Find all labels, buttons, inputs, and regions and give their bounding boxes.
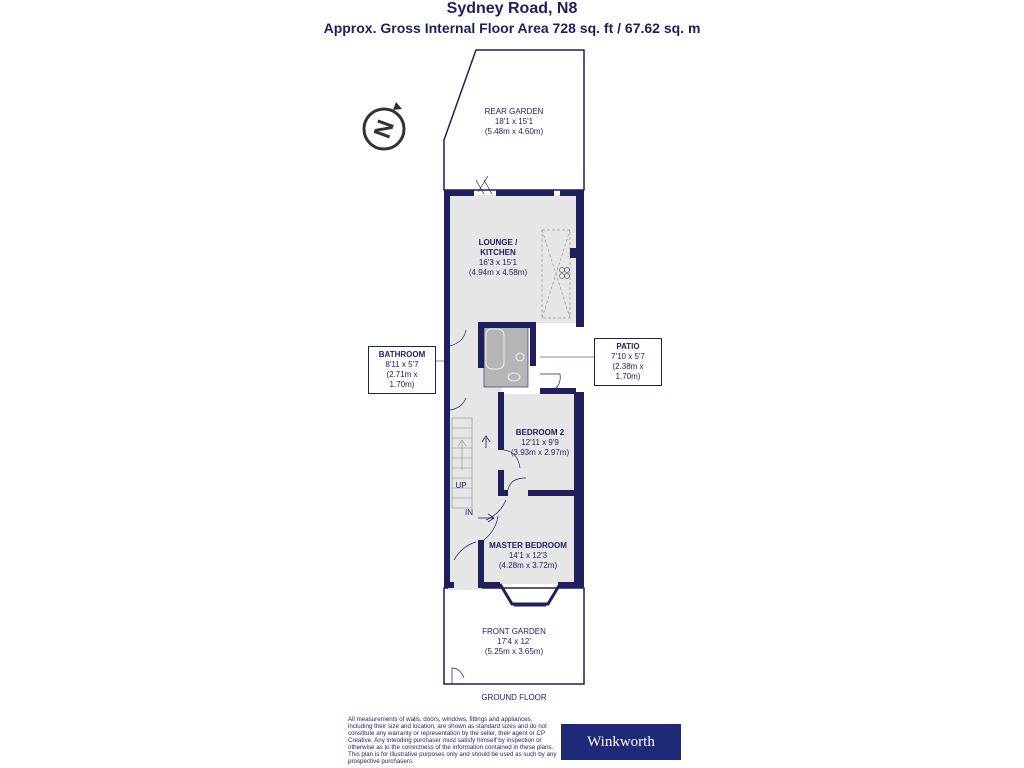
bedroom2-metric: (3.93m x 2.97m) xyxy=(510,448,570,457)
floor-label: GROUND FLOOR xyxy=(481,693,547,702)
bedroom2-imperial: 12'11 x 9'9 xyxy=(521,438,559,447)
bathroom-metric: (2.71m x 1.70m) xyxy=(386,370,418,389)
front-garden-area xyxy=(444,588,584,684)
disclaimer-text: All measurements of walls, doors, windows, fittings and appliances, including their size and location, are shown as standard sizes and do not constitute any warranty or representation by the seller, their agent or CP Creative. Any intending purchaser must satisfy himself by inspection or otherwise as to the correctness of the information contained in these plans. This plan is for illustrative purposes only and should be used as such by any prospective purchasers. xyxy=(348,716,557,765)
front-garden-imperial: 17'4 x 12' xyxy=(497,637,531,646)
front-garden-name: FRONT GARDEN xyxy=(482,627,546,636)
compass-icon xyxy=(364,102,404,149)
bathroom-callout xyxy=(368,346,436,394)
rear-garden-metric: (5.48m x 4.60m) xyxy=(484,127,544,136)
bedroom2-name: BEDROOM 2 xyxy=(515,428,565,437)
lounge-kitchen-name-1: LOUNGE / xyxy=(478,238,518,247)
master-bedroom-metric: (4.28m x 3.72m) xyxy=(498,561,558,570)
patio-name: PATIO xyxy=(616,342,640,351)
patio-callout xyxy=(594,338,662,386)
lounge-kitchen-imperial: 16'3 x 15'1 xyxy=(478,258,518,267)
master-bedroom-name: MASTER BEDROOM xyxy=(489,541,567,550)
master-bedroom-imperial: 14'1 x 12'3 xyxy=(508,551,548,560)
stairs-up-label: UP xyxy=(455,481,467,490)
patio-area xyxy=(536,327,576,392)
floor-area-subtitle: Approx. Gross Internal Floor Area 728 sq. ft / 67.62 sq. m xyxy=(323,20,701,36)
bathroom-name: BATHROOM xyxy=(378,350,426,359)
rear-garden-imperial: 18'1 x 15'1 xyxy=(494,117,534,126)
entrance-label: IN xyxy=(465,508,473,517)
bathroom-imperial: 8'11 x 5'7 xyxy=(385,360,419,369)
lounge-kitchen-metric: (4.94m x 4.58m) xyxy=(468,268,528,277)
plan-title: Sydney Road, N8 xyxy=(446,0,578,17)
rear-garden-name: REAR GARDEN xyxy=(484,107,544,116)
front-garden-metric: (5.25m x 3.65m) xyxy=(484,647,544,656)
patio-imperial: 7'10 x 5'7 xyxy=(611,352,645,361)
compass-letter: N xyxy=(368,116,401,142)
lounge-kitchen-name-2: KITCHEN xyxy=(480,248,516,257)
brand-name: Winkworth xyxy=(587,733,655,750)
winkworth-logo xyxy=(561,724,681,760)
bathroom-fixtures xyxy=(484,327,528,387)
patio-metric: (2.38m x 1.70m) xyxy=(612,362,644,381)
